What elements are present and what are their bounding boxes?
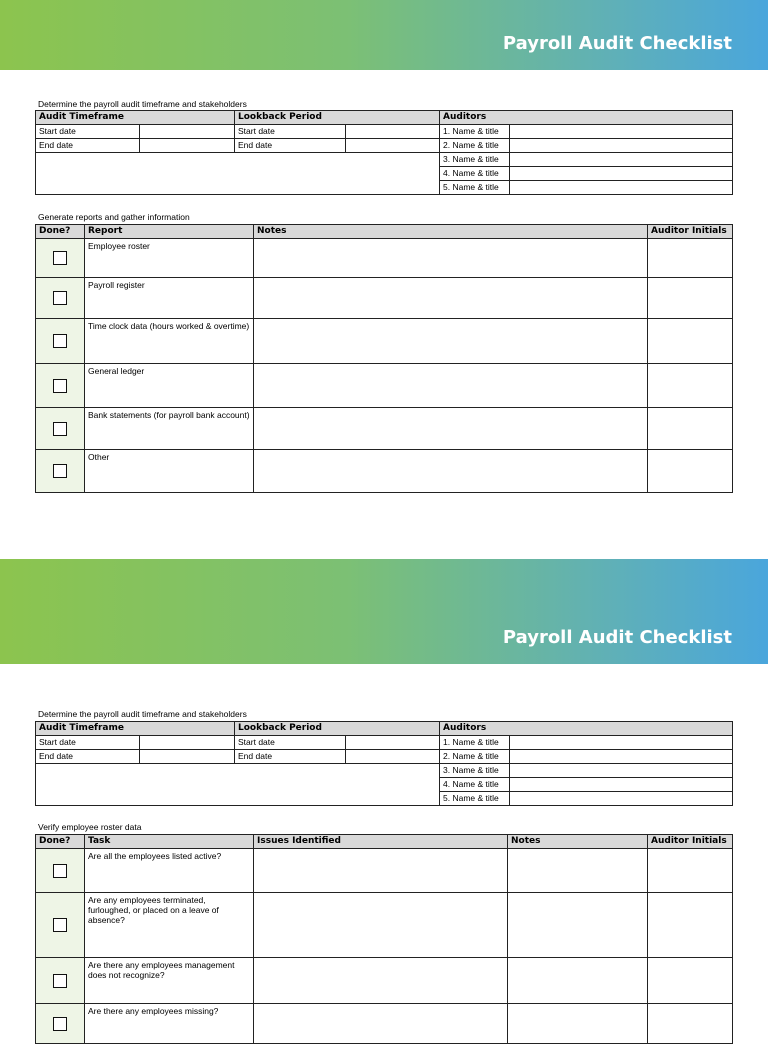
table-row <box>36 278 733 319</box>
auditor-value[interactable] <box>510 139 733 153</box>
checkbox[interactable] <box>53 974 67 988</box>
auditor-label: 3. Name & title <box>440 764 510 778</box>
auditor-value[interactable] <box>510 736 733 750</box>
timeframe-value[interactable] <box>140 125 235 139</box>
report-checklist-table <box>35 224 733 493</box>
page-title: Payroll Audit Checklist <box>502 627 732 648</box>
notes-cell[interactable] <box>254 408 648 450</box>
checkbox[interactable] <box>53 291 67 305</box>
table-row <box>36 153 733 167</box>
auditor-label: 2. Name & title <box>440 139 510 153</box>
table-row <box>36 750 733 764</box>
notes-cell[interactable] <box>254 319 648 364</box>
auditor-value[interactable] <box>510 181 733 195</box>
auditor-label: 4. Name & title <box>440 167 510 181</box>
notes-header: Notes <box>254 225 648 239</box>
done-cell <box>36 319 85 364</box>
audit-timeframe-header: Audit Timeframe <box>36 111 235 125</box>
stakeholders-table <box>35 110 733 195</box>
lookback-value[interactable] <box>346 125 440 139</box>
notes-cell[interactable] <box>254 278 648 319</box>
auditor-value[interactable] <box>510 167 733 181</box>
checkbox[interactable] <box>53 251 67 265</box>
timeframe-value[interactable] <box>140 750 235 764</box>
task-label: Are any employees terminated, furloughed, or placed on a leave of absence? <box>85 893 254 958</box>
initials-cell[interactable] <box>648 408 733 450</box>
table-row <box>36 239 733 278</box>
auditor-label: 1. Name & title <box>440 125 510 139</box>
header-banner <box>0 0 768 70</box>
auditor-label: 4. Name & title <box>440 778 510 792</box>
roster-checklist-table <box>35 834 733 1044</box>
lookback-period-header: Lookback Period <box>235 111 440 125</box>
initials-cell[interactable] <box>648 278 733 319</box>
done-cell <box>36 450 85 493</box>
lookback-value[interactable] <box>346 736 440 750</box>
auditors-header: Auditors <box>440 111 733 125</box>
header-banner <box>0 559 768 664</box>
lookback-value[interactable] <box>346 750 440 764</box>
initials-cell[interactable] <box>648 849 733 893</box>
table-row <box>36 958 733 1004</box>
table-row <box>36 736 733 750</box>
auditor-value[interactable] <box>510 764 733 778</box>
blank-cell <box>36 153 440 195</box>
auditor-label: 5. Name & title <box>440 181 510 195</box>
issues-cell[interactable] <box>254 849 508 893</box>
report-label: Other <box>85 450 254 493</box>
notes-cell[interactable] <box>508 893 648 958</box>
checkbox[interactable] <box>53 464 67 478</box>
done-header: Done? <box>36 225 85 239</box>
notes-cell[interactable] <box>508 849 648 893</box>
done-cell <box>36 364 85 408</box>
notes-header: Notes <box>508 835 648 849</box>
checkbox[interactable] <box>53 379 67 393</box>
task-header: Task <box>85 835 254 849</box>
auditor-label: 1. Name & title <box>440 736 510 750</box>
table-row <box>36 450 733 493</box>
stakeholders-caption: Determine the payroll audit timeframe and stakeholders <box>38 709 247 719</box>
table-row <box>36 125 733 139</box>
timeframe-value[interactable] <box>140 139 235 153</box>
lookback-label: Start date <box>235 736 346 750</box>
auditor-value[interactable] <box>510 750 733 764</box>
task-label: Are there any employees management does not recognize? <box>85 958 254 1004</box>
blank-cell <box>36 764 440 806</box>
checkbox[interactable] <box>53 422 67 436</box>
checkbox[interactable] <box>53 334 67 348</box>
lookback-period-header: Lookback Period <box>235 722 440 736</box>
table-row <box>36 364 733 408</box>
checkbox[interactable] <box>53 918 67 932</box>
table-row <box>36 139 733 153</box>
initials-cell[interactable] <box>648 239 733 278</box>
stakeholders-table <box>35 721 733 806</box>
done-cell <box>36 893 85 958</box>
issues-cell[interactable] <box>254 958 508 1004</box>
auditor-label: 5. Name & title <box>440 792 510 806</box>
timeframe-label: End date <box>36 750 140 764</box>
auditor-value[interactable] <box>510 153 733 167</box>
auditor-value[interactable] <box>510 792 733 806</box>
lookback-label: End date <box>235 750 346 764</box>
report-label: Payroll register <box>85 278 254 319</box>
stakeholders-caption: Determine the payroll audit timeframe and stakeholders <box>38 99 247 109</box>
report-label: Bank statements (for payroll bank account) <box>85 408 254 450</box>
issues-cell[interactable] <box>254 893 508 958</box>
issues-identified-header: Issues Identified <box>254 835 508 849</box>
audit-timeframe-header: Audit Timeframe <box>36 722 235 736</box>
done-cell <box>36 278 85 319</box>
task-label: Are all the employees listed active? <box>85 849 254 893</box>
initials-cell[interactable] <box>648 893 733 958</box>
checkbox[interactable] <box>53 864 67 878</box>
timeframe-label: Start date <box>36 736 140 750</box>
checklist-caption: Generate reports and gather information <box>38 212 190 222</box>
lookback-label: Start date <box>235 125 346 139</box>
auditor-value[interactable] <box>510 778 733 792</box>
report-label: General ledger <box>85 364 254 408</box>
report-label: Employee roster <box>85 239 254 278</box>
auditor-label: 2. Name & title <box>440 750 510 764</box>
auditor-initials-header: Auditor Initials <box>648 225 733 239</box>
timeframe-label: Start date <box>36 125 140 139</box>
report-label: Time clock data (hours worked & overtime) <box>85 319 254 364</box>
initials-cell[interactable] <box>648 319 733 364</box>
done-cell <box>36 958 85 1004</box>
auditor-initials-header: Auditor Initials <box>648 835 733 849</box>
done-cell <box>36 849 85 893</box>
page-title: Payroll Audit Checklist <box>502 33 732 54</box>
checklist-caption: Verify employee roster data <box>38 822 142 832</box>
table-row <box>36 849 733 893</box>
initials-cell[interactable] <box>648 958 733 1004</box>
timeframe-value[interactable] <box>140 736 235 750</box>
lookback-value[interactable] <box>346 139 440 153</box>
initials-cell[interactable] <box>648 450 733 493</box>
initials-cell[interactable] <box>648 364 733 408</box>
notes-cell[interactable] <box>254 364 648 408</box>
done-cell <box>36 239 85 278</box>
auditors-header: Auditors <box>440 722 733 736</box>
report-header: Report <box>85 225 254 239</box>
lookback-label: End date <box>235 139 346 153</box>
table-row <box>36 893 733 958</box>
timeframe-label: End date <box>36 139 140 153</box>
auditor-value[interactable] <box>510 125 733 139</box>
notes-cell[interactable] <box>254 450 648 493</box>
task-label: Are there any employees missing? <box>85 1004 254 1044</box>
notes-cell[interactable] <box>254 239 648 278</box>
done-header: Done? <box>36 835 85 849</box>
table-row <box>36 764 733 778</box>
notes-cell[interactable] <box>508 958 648 1004</box>
done-cell <box>36 408 85 450</box>
table-row <box>36 408 733 450</box>
auditor-label: 3. Name & title <box>440 153 510 167</box>
table-row <box>36 319 733 364</box>
